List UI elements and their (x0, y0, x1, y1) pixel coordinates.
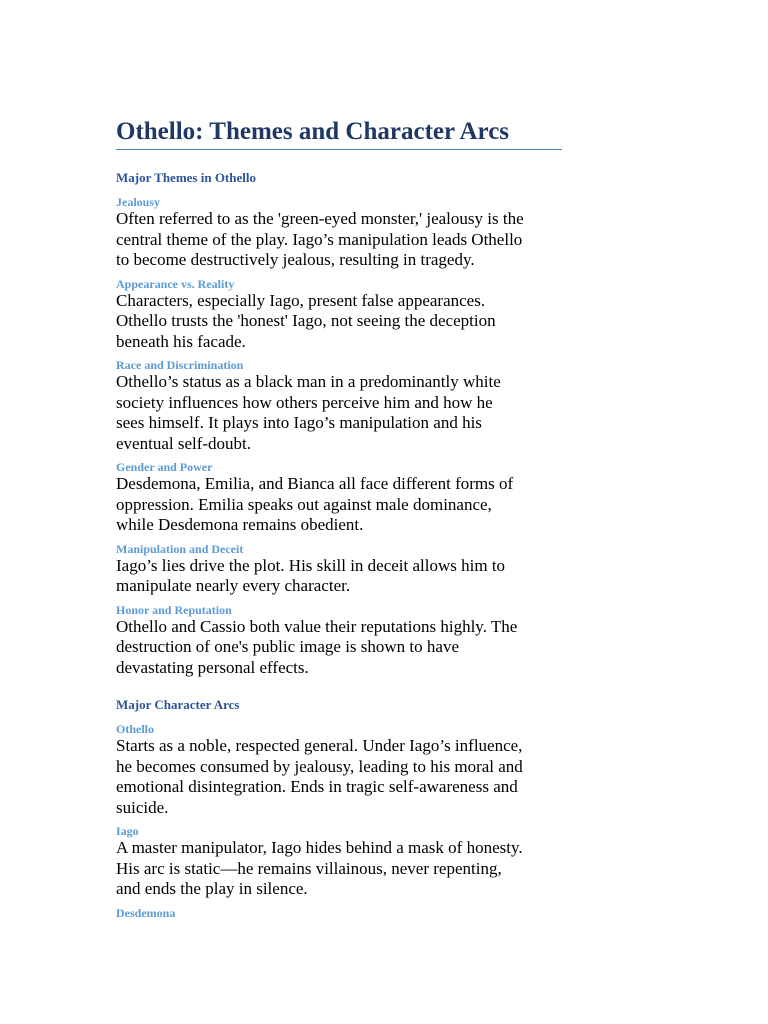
character-block-iago (116, 824, 562, 900)
theme-text: Othello and Cassio both value their reputations highly. The destruction of one's public image is shown to have devastating personal effects. (116, 616, 518, 677)
theme-text: Iago’s lies drive the plot. His skill in deceit allows him to manipulate nearly every character. (116, 555, 506, 595)
theme-heading: Appearance vs. Reality (116, 276, 235, 291)
theme-block-appearance-vs-reality (116, 277, 562, 353)
character-block-othello (116, 722, 562, 818)
character-text: Starts as a noble, respected general. Under Iago’s influence, he becomes consumed by jealousy, leading to his moral and emotional disintegration. Ends in tragic self-awareness and suicide. (116, 736, 523, 817)
theme-text: Often referred to as the 'green-eyed monster,' jealousy is the central theme of the play. Iago’s manipulation leads Othello to become destructively jealous, resulting in tragedy. (116, 209, 524, 269)
theme-text: Characters, especially Iago, present false appearances. Othello trusts the 'honest' Iago, not seeing the deception beneath his facade. (116, 290, 496, 351)
theme-block-gender-and-power (116, 460, 562, 536)
theme-heading: Honor and Reputation (116, 602, 232, 617)
section-heading-themes: Major Themes in Othello (116, 170, 256, 185)
theme-heading: Gender and Power (116, 460, 213, 474)
theme-block-jealousy (116, 195, 562, 271)
character-heading: Iago (116, 824, 139, 838)
theme-block-race-and-discrimination (116, 358, 562, 454)
theme-text: Desdemona, Emilia, and Bianca all face different forms of oppression. Emilia speaks out against male dominance, while Desdemona remains obedient. (116, 474, 514, 534)
character-heading: Othello (116, 722, 154, 736)
theme-text: Othello’s status as a black man in a predominantly white society influences how others perceive him and how he sees himself. It plays into Iago’s manipulation and his eventual self-doubt. (116, 372, 501, 453)
section-heading-characters: Major Character Arcs (116, 697, 240, 712)
theme-heading: Manipulation and Deceit (116, 541, 244, 556)
character-block-desdemona (116, 906, 562, 920)
theme-heading: Race and Discrimination (116, 358, 244, 372)
document-page (116, 116, 562, 920)
theme-block-manipulation-and-deceit (116, 542, 562, 597)
theme-heading: Jealousy (116, 195, 161, 209)
character-heading: Desdemona (116, 905, 176, 920)
character-text: A master manipulator, Iago hides behind a mask of honesty. His arc is static—he remains villainous, never repenting, and ends the play in silence. (116, 838, 523, 898)
theme-block-honor-and-reputation (116, 603, 562, 679)
document-title: Othello: Themes and Character Arcs (116, 116, 562, 150)
